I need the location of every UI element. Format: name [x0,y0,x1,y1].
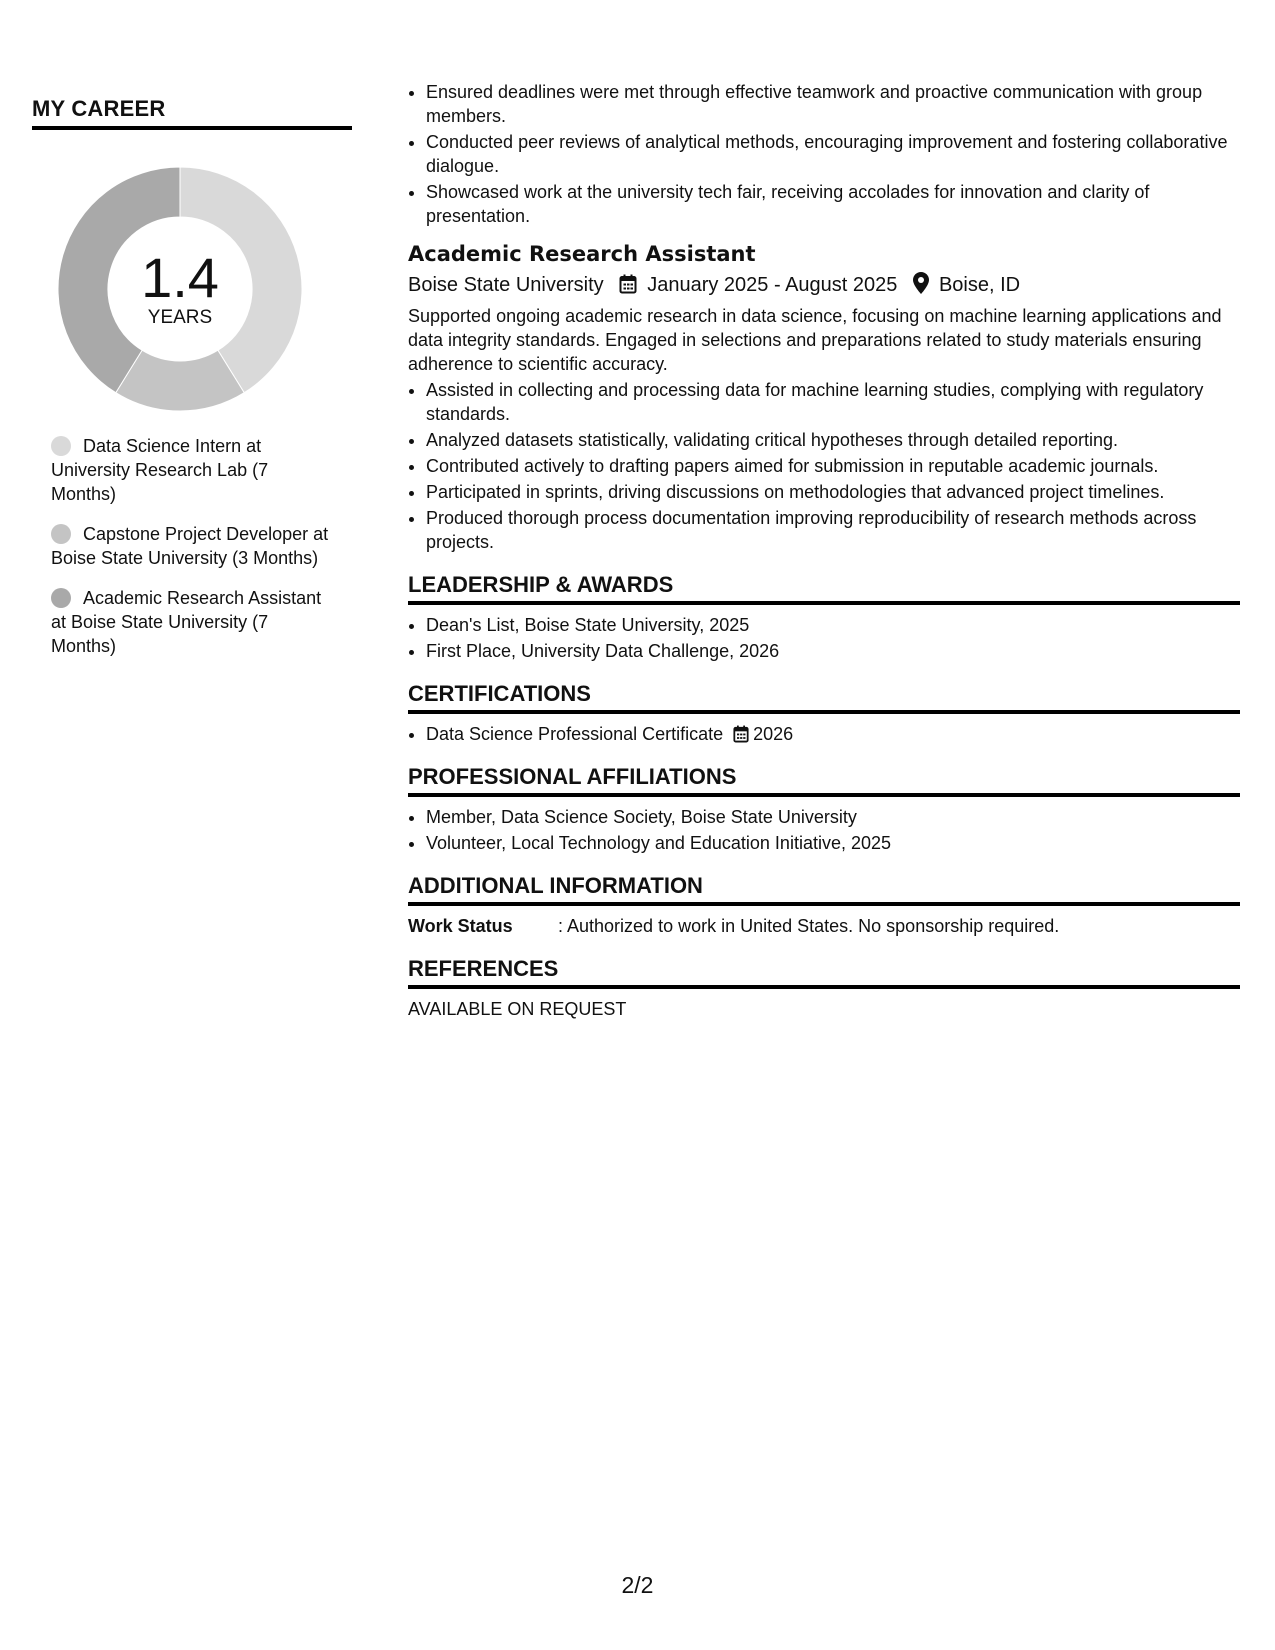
list-item: • Analyzed datasets statistically, validating critical hypotheses through detailed reporting. [426,428,1240,452]
list-item: • Showcased work at the university tech fair, receiving accolades for innovation and clarity of presentation. [426,180,1240,228]
list-item [426,722,1240,746]
page-number: 2/2 [621,1572,654,1598]
list-item: • Assisted in collecting and processing data for machine learning studies, complying with regulatory standards. [426,378,1240,426]
legend-label: Data Science Intern at University Research Lab (7 Months) [51,436,269,504]
calendar-icon [619,274,637,294]
calendar-icon [733,725,749,743]
references-heading: REFERENCES [408,956,1240,989]
list-item: • Produced thorough process documentation improving reproducibility of research methods across projects. [426,506,1240,554]
references-text: AVAILABLE ON REQUEST [408,999,627,1019]
job-location: Boise, ID [938,274,1021,296]
list-item: • Participated in sprints, driving discussions on methodologies that advanced project timelines. [426,480,1240,504]
career-sidebar [32,96,352,674]
donut-center [57,166,303,412]
total-years-value: 1.4 [141,246,219,309]
leadership-heading: LEADERSHIP & AWARDS [408,572,1240,605]
job-employer: Boise State University [408,274,604,296]
job-description: Supported ongoing academic research in data science, focusing on machine learning applications and data integrity standards. Engaged in selections and preparations related to study materials ensuring adherence to scientific accuracy. [408,306,1222,374]
previous-job-bullets [408,80,1240,228]
job-title: Academic Research Assistant [408,242,756,266]
list-item: • Conducted peer reviews of analytical methods, encouraging improvement and fostering collaborative dialogue. [426,130,1240,178]
legend-item [51,522,331,570]
list-item: • Member, Data Science Society, Boise State University [426,805,1240,829]
job-bullets [408,378,1240,554]
list-item: • Volunteer, Local Technology and Education Initiative, 2025 [426,831,1240,855]
list-item: • First Place, University Data Challenge, 2026 [426,639,1240,663]
job-dates: January 2025 - August 2025 [647,274,898,296]
map-pin-icon [913,272,929,294]
affiliations-heading: PROFESSIONAL AFFILIATIONS [408,764,1240,797]
certifications-heading: CERTIFICATIONS [408,681,1240,714]
list-item: • Ensured deadlines were met through effective teamwork and proactive communication with group members. [426,80,1240,128]
list-item: • Dean's List, Boise State University, 2025 [426,613,1240,637]
legend-dot [51,524,71,544]
work-status-value: : Authorized to work in United States. No sponsorship required. [558,916,1060,936]
legend-label: Academic Research Assistant at Boise State University (7 Months) [51,588,322,656]
total-years-unit: YEARS [147,307,213,328]
leadership-list [408,613,1240,663]
main-content [408,80,1240,1021]
certification-name: Data Science Professional Certificate [426,724,724,744]
legend-item [51,586,331,658]
legend-dot [51,436,71,456]
career-heading: MY CAREER [32,96,352,130]
list-item: • Contributed actively to drafting papers aimed for submission in reputable academic journals. [426,454,1240,478]
certifications-list [408,722,1240,746]
career-legend [51,434,331,658]
work-status-row [408,914,1240,938]
legend-dot [51,588,71,608]
career-donut-chart [57,166,303,412]
legend-label: Capstone Project Developer at Boise State University (3 Months) [51,524,329,568]
certification-year: 2026 [753,724,794,744]
affiliations-list [408,805,1240,855]
legend-item [51,434,331,506]
job-meta [408,270,1240,300]
additional-info-heading: ADDITIONAL INFORMATION [408,873,1240,906]
work-status-label: Work Status [408,916,513,936]
